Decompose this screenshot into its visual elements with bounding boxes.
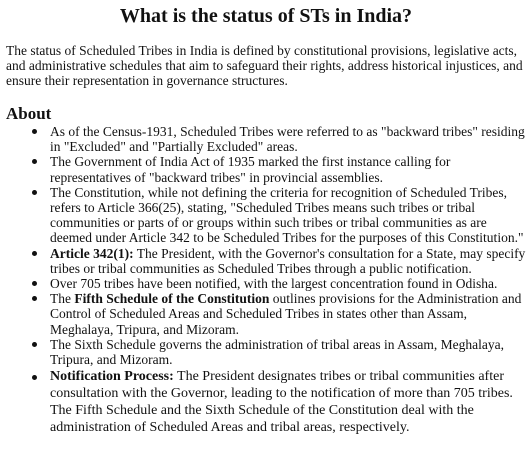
list-item: [0, 185, 532, 246]
list-item: [0, 124, 532, 154]
list-item: [0, 154, 532, 184]
bullet-text: The Sixth Schedule governs the administration of tribal areas in Assam, Meghalaya, Tripura, and Mizoram.: [50, 336, 505, 368]
bullet-lead: Fifth Schedule of the Constitution: [74, 291, 270, 307]
bullet-lead: Notification Process:: [50, 369, 174, 385]
bullet-text: The Government of India Act of 1935 marked the first instance calling for representatives of "backward tribes" in provincial assemblies.: [50, 154, 451, 185]
bullet-text: As of the Census-1931, Scheduled Tribes were referred to as "backward tribes" residing in "Excluded" and "Partially Excluded" areas.: [50, 124, 525, 155]
list-item: [0, 291, 532, 337]
section-heading-about: About: [6, 104, 52, 123]
bullet-text: The President, with the Governor's consultation for a State, may specify tribes or tribal communities as Scheduled Tribes through a public notification.: [50, 245, 526, 276]
list-item: [0, 246, 532, 276]
page-title: What is the status of STs in India?: [119, 5, 413, 27]
bullet-pre: The: [50, 291, 75, 307]
bullet-text: The Constitution, while not defining the criteria for recognition of Scheduled Tribes, refers to Article 366(25), stating, "Scheduled Tribes means such tribes or tribal communities or parts of or groups within such tribes or tribal communities as are deemed under Article 342 to be Scheduled Tribes for the purposes of this Constitution.": [50, 184, 524, 246]
intro-paragraph: The status of Scheduled Tribes in India is defined by constitutional provisions, legislative acts, and administrative schedules that aim to safeguard their rights, address historical injustices, and ensure their representation in governance structures.: [6, 43, 523, 88]
list-item: [0, 368, 532, 436]
bullet-lead: Article 342(1):: [50, 245, 134, 261]
bullet-text: Over 705 tribes have been notified, with the largest concentration found in Odisha.: [50, 276, 498, 292]
list-item: [0, 276, 532, 291]
about-bullet-list: [0, 124, 532, 436]
bullet-text: outlines provisions for the Administration and Control of Scheduled Areas and Scheduled Tribes in states other than Assam, Meghalaya, Tripura, and Mizoram.: [50, 291, 522, 337]
list-item: [0, 337, 532, 367]
bullet-text: The President designates tribes or tribal communities after consultation with the Governor, leading to the notification of more than 705 tribes. The Fifth Schedule and the Sixth Schedule of the Constitution deal with the administration of Scheduled Areas and tribal areas, respectively.: [50, 369, 513, 436]
